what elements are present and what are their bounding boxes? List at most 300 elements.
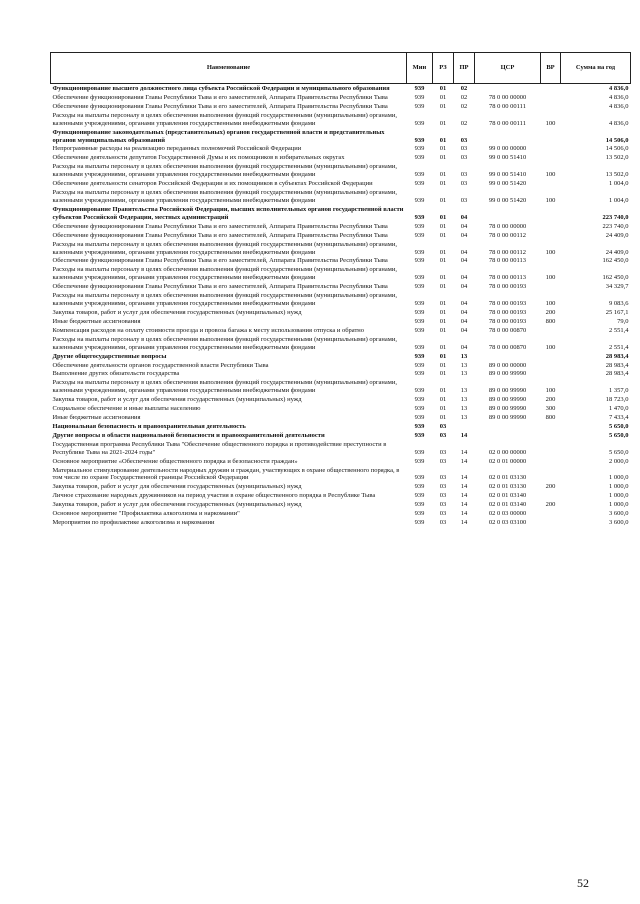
cell-min: 939: [414, 326, 425, 334]
cell-csr: 78 0 00 00113: [488, 274, 527, 282]
cell-vr: [541, 179, 561, 188]
cell-csr: 89 0 00 99990: [488, 414, 527, 422]
cell-pr: 03: [460, 171, 468, 179]
cell-vr: [541, 369, 561, 378]
cell-rz: 01: [439, 119, 447, 127]
cell-min: 939: [414, 474, 425, 482]
cell-pr: 14: [460, 474, 468, 482]
cell-sum: 4 836,0: [609, 102, 629, 110]
cell-pr: 03: [460, 145, 468, 153]
cell-rz: 03: [439, 422, 447, 430]
cell-rz: 01: [439, 102, 447, 110]
cell-min: 939: [414, 361, 425, 369]
cell-pr: 13: [460, 405, 468, 413]
cell-sum: 4 836,0: [609, 85, 629, 92]
table-row: [51, 335, 631, 352]
cell-name: Национальная безопасность и правоохранительная деятельность: [52, 422, 246, 430]
cell-csr: 78 0 00 00193: [488, 308, 527, 316]
cell-csr: 78 0 00 00870: [488, 343, 527, 351]
cell-pr: 14: [460, 492, 468, 500]
cell-name: Обеспечение деятельности сенаторов Российской Федерации и их помощников в субъектах Российской Федерации: [52, 180, 373, 188]
cell-csr: 99 0 00 51410: [488, 171, 527, 179]
cell-pr: 04: [460, 308, 468, 316]
cell-rz: 01: [439, 248, 447, 256]
cell-sum: 28 983,4: [605, 370, 629, 378]
cell-csr: 78 0 00 00000: [488, 93, 527, 101]
cell-rz: 03: [439, 448, 447, 456]
table-row: [51, 369, 631, 378]
cell-sum: 25 167,1: [605, 308, 629, 316]
cell-sum: 2 000,0: [609, 457, 629, 465]
cell-min: 939: [414, 248, 425, 256]
cell-pr: 13: [460, 361, 468, 369]
cell-name: Иные бюджетные ассигнования: [52, 414, 141, 422]
cell-name: Функционирование высшего должностного лица субъекта Российской Федерации и муниципального образования: [52, 85, 390, 92]
cell-pr: 04: [460, 257, 468, 265]
cell-pr: 13: [460, 396, 468, 404]
cell-csr: 89 0 00 99990: [488, 396, 527, 404]
cell-vr: [541, 326, 561, 335]
table-row: [51, 378, 631, 395]
header-pr: ПР: [454, 53, 475, 84]
cell-csr: 78 0 00 00193: [488, 300, 527, 308]
cell-sum: 162 450,0: [602, 274, 629, 282]
cell-name: Обеспечение функционирования Главы Республики Тыва и его заместителей, Аппарата Правительства Республики Тыва: [52, 93, 388, 101]
cell-pr: 04: [460, 300, 468, 308]
cell-vr: 100: [545, 387, 556, 395]
cell-csr: 89 0 00 99990: [488, 387, 527, 395]
cell-vr: 800: [545, 317, 556, 325]
cell-vr: [541, 466, 561, 483]
cell-sum: 2 551,4: [609, 343, 629, 351]
header-vr: ВР: [541, 53, 561, 84]
cell-min: 939: [414, 93, 425, 101]
cell-pr: 04: [460, 317, 468, 325]
cell-sum: 1 357,0: [609, 387, 629, 395]
cell-pr: 04: [460, 248, 468, 256]
cell-min: 939: [414, 448, 425, 456]
table-row: [51, 179, 631, 188]
cell-min: 939: [414, 501, 425, 509]
cell-min: 939: [414, 102, 425, 110]
cell-vr: 200: [545, 308, 556, 316]
table-row: [51, 326, 631, 335]
cell-min: 939: [414, 213, 425, 221]
cell-name: Закупка товаров, работ и услуг для обеспечения государственных (муниципальных) нужд: [52, 396, 302, 404]
cell-vr: [541, 144, 561, 153]
cell-pr: 04: [460, 222, 468, 230]
cell-sum: 1 004,0: [609, 180, 629, 188]
cell-name: Расходы на выплаты персоналу в целях обеспечения выполнения функций государственными (муниципальными) органами, казенными учреждениями, органами управления государственными внебюджетными фондами: [52, 266, 398, 282]
cell-sum: 7 433,4: [609, 414, 629, 422]
cell-pr: 14: [460, 431, 468, 439]
table-row: [51, 440, 631, 457]
cell-name: Обеспечение функционирования Главы Республики Тыва и его заместителей, Аппарата Правительства Республики Тыва: [52, 257, 388, 265]
cell-sum: 1 470,0: [609, 405, 629, 413]
cell-sum: 28 983,4: [605, 361, 629, 369]
cell-rz: 01: [439, 300, 447, 308]
cell-csr: [475, 205, 541, 222]
cell-csr: 78 0 00 00870: [488, 326, 527, 334]
cell-sum: 13 502,0: [605, 171, 629, 179]
cell-pr: 03: [460, 136, 468, 144]
cell-name: Мероприятия по профилактике алкоголизма и наркомании: [52, 519, 215, 527]
cell-min: 939: [414, 414, 425, 422]
table-row: [51, 491, 631, 500]
cell-rz: 01: [439, 274, 447, 282]
cell-rz: 03: [439, 519, 447, 527]
table-row: [51, 231, 631, 240]
cell-csr: [475, 422, 541, 431]
cell-pr: 04: [460, 231, 468, 239]
cell-min: 939: [414, 308, 425, 316]
cell-rz: 01: [439, 326, 447, 334]
cell-rz: 01: [439, 196, 447, 204]
cell-name: Иные бюджетные ассигнования: [52, 317, 141, 325]
cell-rz: 01: [439, 317, 447, 325]
cell-min: 939: [414, 231, 425, 239]
cell-sum: 5 650,0: [609, 448, 629, 456]
table-row: [51, 153, 631, 162]
cell-csr: 02 0 01 03140: [488, 492, 527, 500]
cell-pr: 14: [460, 519, 468, 527]
cell-min: 939: [414, 396, 425, 404]
cell-sum: 1 000,0: [609, 483, 629, 491]
cell-min: 939: [414, 145, 425, 153]
cell-min: 939: [414, 85, 425, 92]
cell-csr: 99 0 00 51420: [488, 196, 527, 204]
cell-csr: 02 0 01 03130: [488, 474, 527, 482]
table-row: [51, 188, 631, 205]
cell-min: 939: [414, 405, 425, 413]
cell-min: 939: [414, 431, 425, 439]
cell-min: 939: [414, 352, 425, 360]
cell-rz: 01: [439, 93, 447, 101]
cell-vr: 100: [545, 196, 556, 204]
cell-min: 939: [414, 136, 425, 144]
cell-pr: 14: [460, 448, 468, 456]
cell-pr: [454, 422, 475, 431]
table-row: [51, 102, 631, 111]
cell-vr: [541, 457, 561, 466]
table-row: [51, 84, 631, 93]
table-row: [51, 395, 631, 404]
table-row: [51, 205, 631, 222]
cell-csr: 02 0 01 03140: [488, 501, 527, 509]
cell-rz: 01: [439, 145, 447, 153]
cell-vr: [541, 509, 561, 518]
cell-csr: 78 0 00 00111: [489, 119, 526, 127]
cell-sum: 1 000,0: [609, 501, 629, 509]
cell-vr: 200: [545, 483, 556, 491]
cell-sum: 3 600,0: [609, 510, 629, 518]
cell-vr: [541, 422, 561, 431]
cell-name: Функционирование Правительства Российской Федерации, высших исполнительных органов государственной власти субъектов Российской Федерации, местных администраций: [52, 205, 404, 221]
cell-vr: [541, 128, 561, 145]
table-row: [51, 482, 631, 491]
cell-vr: [541, 102, 561, 111]
cell-rz: 01: [439, 171, 447, 179]
cell-name: Закупка товаров, работ и услуг для обеспечения государственных (муниципальных) нужд: [52, 308, 302, 316]
cell-sum: 18 723,0: [605, 396, 629, 404]
table-row: [51, 291, 631, 308]
cell-min: 939: [414, 222, 425, 230]
cell-rz: 01: [439, 231, 447, 239]
cell-pr: 03: [460, 154, 468, 162]
table-row: [51, 509, 631, 518]
cell-vr: 200: [545, 396, 556, 404]
cell-rz: 01: [439, 343, 447, 351]
cell-vr: 100: [545, 343, 556, 351]
cell-min: 939: [414, 300, 425, 308]
cell-name: Основное мероприятие "Профилактика алкоголизма и наркомании": [52, 510, 240, 518]
table-row: [51, 431, 631, 440]
cell-csr: 78 0 00 00193: [488, 317, 527, 325]
cell-pr: 02: [460, 93, 468, 101]
cell-rz: 03: [439, 483, 447, 491]
cell-csr: 89 0 00 99990: [488, 405, 527, 413]
cell-min: 939: [414, 196, 425, 204]
cell-rz: 01: [439, 283, 447, 291]
cell-rz: 01: [439, 85, 447, 92]
cell-rz: 01: [439, 405, 447, 413]
cell-sum: 28 983,4: [605, 352, 629, 360]
cell-vr: [541, 282, 561, 291]
cell-csr: [475, 128, 541, 145]
table-row: [51, 308, 631, 317]
cell-vr: 200: [545, 501, 556, 509]
cell-min: 939: [414, 283, 425, 291]
cell-csr: 02 0 00 00000: [488, 448, 527, 456]
cell-sum: 5 650,0: [609, 431, 629, 439]
cell-name: Расходы на выплаты персоналу в целях обеспечения выполнения функций государственными (муниципальными) органами, казенными учреждениями, органами управления государственными внебюджетными фондами: [52, 292, 398, 308]
cell-min: 939: [414, 343, 425, 351]
cell-vr: 300: [545, 405, 556, 413]
cell-vr: [541, 222, 561, 231]
cell-sum: 4 836,0: [609, 119, 629, 127]
cell-vr: [541, 518, 561, 527]
cell-rz: 01: [439, 180, 447, 188]
cell-csr: 78 0 00 00111: [489, 102, 526, 110]
cell-sum: 3 600,0: [609, 519, 629, 527]
cell-name: Расходы на выплаты персоналу в целях обеспечения выполнения функций государственными (муниципальными) органами, казенными учреждениями, органами управления государственными внебюджетными фондами: [52, 335, 398, 351]
table-row: [51, 457, 631, 466]
cell-csr: 02 0 01 00000: [488, 457, 527, 465]
table-row: [51, 518, 631, 527]
cell-min: 939: [414, 457, 425, 465]
cell-pr: 04: [460, 274, 468, 282]
cell-min: 939: [414, 519, 425, 527]
cell-name: Функционирование законодательных (представительных) органов государственной власти и представительных органов муниципальных образований: [52, 128, 385, 144]
cell-name: Государственная программа Республики Тыва "Обеспечение общественного порядка и противодействие преступности в Республике Тыва на 2021-2024 годы": [52, 440, 387, 456]
cell-csr: 78 0 00 00193: [488, 283, 527, 291]
cell-name: Обеспечение функционирования Главы Республики Тыва и его заместителей, Аппарата Правительства Республики Тыва: [52, 222, 388, 230]
table-row: [51, 422, 631, 431]
cell-csr: 02 0 03 03100: [488, 519, 527, 527]
cell-sum: 9 083,6: [609, 300, 629, 308]
cell-rz: 01: [439, 414, 447, 422]
table-row: [51, 128, 631, 145]
cell-name: Выполнение других обязательств государства: [52, 370, 180, 378]
cell-min: 939: [414, 370, 425, 378]
cell-name: Обеспечение функционирования Главы Республики Тыва и его заместителей, Аппарата Правительства Республики Тыва: [52, 231, 388, 239]
header-name: Наименование: [51, 53, 407, 84]
cell-vr: [541, 231, 561, 240]
cell-name: Закупка товаров, работ и услуг для обеспечения государственных (муниципальных) нужд: [52, 501, 302, 509]
cell-min: 939: [414, 483, 425, 491]
cell-name: Расходы на выплаты персоналу в целях обеспечения выполнения функций государственными (муниципальными) органами, казенными учреждениями, органами управления государственными внебюджетными фондами: [52, 240, 398, 256]
cell-sum: 4 836,0: [609, 93, 629, 101]
page-number: 52: [577, 876, 589, 890]
cell-rz: 03: [439, 492, 447, 500]
cell-min: 939: [414, 274, 425, 282]
cell-csr: [475, 431, 541, 440]
cell-csr: 78 0 00 00112: [488, 248, 527, 256]
cell-pr: 02: [460, 119, 468, 127]
cell-rz: 01: [439, 361, 447, 369]
cell-sum: 24 409,0: [605, 231, 629, 239]
cell-rz: 01: [439, 308, 447, 316]
cell-vr: 100: [545, 119, 556, 127]
cell-rz: 01: [439, 154, 447, 162]
table-row: [51, 111, 631, 128]
table-row: [51, 93, 631, 102]
cell-min: 939: [414, 154, 425, 162]
cell-sum: 1 004,0: [609, 196, 629, 204]
cell-vr: [541, 361, 561, 370]
table-row: [51, 317, 631, 326]
table-row: [51, 466, 631, 483]
cell-min: 939: [414, 180, 425, 188]
table-header-row: [51, 53, 631, 84]
cell-name: Компенсация расходов на оплату стоимости проезда и провоза багажа к месту использования отпуска и обратно: [52, 326, 365, 334]
header-min: Мин: [407, 53, 433, 84]
cell-vr: [541, 84, 561, 93]
header-csr: ЦСР: [475, 53, 541, 84]
cell-pr: 14: [460, 457, 468, 465]
cell-sum: 162 450,0: [602, 257, 629, 265]
cell-sum: 13 502,0: [605, 154, 629, 162]
cell-sum: 2 551,4: [609, 326, 629, 334]
header-rz: РЗ: [433, 53, 454, 84]
cell-min: 939: [414, 119, 425, 127]
cell-rz: 03: [439, 510, 447, 518]
table-row: [51, 144, 631, 153]
cell-name: Закупка товаров, работ и услуг для обеспечения государственных (муниципальных) нужд: [52, 483, 302, 491]
cell-name: Обеспечение деятельности органов государственной власти Республики Тыва: [52, 361, 269, 369]
cell-pr: 03: [460, 196, 468, 204]
cell-rz: 03: [439, 501, 447, 509]
cell-pr: 14: [460, 501, 468, 509]
cell-name: Обеспечение функционирования Главы Республики Тыва и его заместителей, Аппарата Правительства Республики Тыва: [52, 102, 388, 110]
cell-sum: 79,0: [617, 317, 629, 325]
cell-pr: 13: [460, 370, 468, 378]
cell-pr: 13: [460, 352, 468, 360]
cell-rz: 03: [439, 474, 447, 482]
table-row: [51, 404, 631, 413]
cell-pr: 04: [460, 343, 468, 351]
cell-vr: 800: [545, 414, 556, 422]
cell-vr: [541, 352, 561, 361]
cell-csr: 78 0 00 00112: [488, 231, 527, 239]
cell-vr: 100: [545, 300, 556, 308]
table-row: [51, 240, 631, 257]
table-row: [51, 361, 631, 370]
cell-rz: 01: [439, 387, 447, 395]
table-row: [51, 222, 631, 231]
budget-table: [50, 52, 631, 527]
cell-pr: 14: [460, 510, 468, 518]
cell-name: Расходы на выплаты персоналу в целях обеспечения выполнения функций государственными (муниципальными) органами, казенными учреждениями, органами управления государственными внебюджетными фондами: [52, 111, 398, 127]
cell-vr: 100: [545, 274, 556, 282]
table-row: [51, 162, 631, 179]
cell-name: Расходы на выплаты персоналу в целях обеспечения выполнения функций государственными (муниципальными) органами, казенными учреждениями, органами управления государственными внебюджетными фондами: [52, 189, 398, 204]
cell-csr: 78 0 00 00113: [488, 257, 527, 265]
table-row: [51, 352, 631, 361]
cell-vr: [541, 256, 561, 265]
cell-name: Обеспечение функционирования Главы Республики Тыва и его заместителей, Аппарата Правительства Республики Тыва: [52, 283, 388, 291]
cell-sum: 14 506,0: [605, 145, 629, 153]
cell-name: Расходы на выплаты персоналу в целях обеспечения выполнения функций государственными (муниципальными) органами, казенными учреждениями, органами управления государственными внебюджетными фондами: [52, 163, 398, 179]
cell-rz: 03: [439, 457, 447, 465]
cell-sum: 1 000,0: [609, 474, 629, 482]
cell-pr: 14: [460, 483, 468, 491]
cell-csr: 99 0 00 00000: [488, 145, 527, 153]
cell-name: Расходы на выплаты персоналу в целях обеспечения выполнения функций государственными (муниципальными) органами, казенными учреждениями, органами управления государственными внебюджетными фондами: [52, 379, 398, 395]
cell-name: Обеспечение деятельности депутатов Государственной Думы и их помощников в избирательных округах: [52, 154, 345, 162]
cell-min: 939: [414, 257, 425, 265]
table-row: [51, 256, 631, 265]
cell-sum: 24 409,0: [605, 248, 629, 256]
cell-pr: 13: [460, 414, 468, 422]
cell-min: 939: [414, 387, 425, 395]
cell-sum: 223 740,0: [602, 213, 629, 221]
cell-sum: 14 506,0: [605, 136, 629, 144]
cell-pr: 02: [460, 85, 468, 92]
cell-vr: [541, 431, 561, 440]
cell-vr: 100: [545, 248, 556, 256]
cell-name: Непрограммные расходы на реализацию переданных полномочий Российской Федерации: [52, 145, 302, 153]
cell-rz: 01: [439, 352, 447, 360]
cell-vr: [541, 93, 561, 102]
cell-name: Основное мероприятие «Обеспечение общественного порядка и безопасности граждан»: [52, 457, 298, 465]
cell-name: Социальное обеспечение и иные выплаты населению: [52, 405, 201, 413]
cell-min: 939: [414, 171, 425, 179]
cell-name: Другие вопросы в области национальной безопасности и правоохранительной деятельности: [52, 431, 325, 439]
table-row: [51, 265, 631, 282]
cell-rz: 01: [439, 222, 447, 230]
table-row: [51, 282, 631, 291]
cell-pr: 02: [460, 102, 468, 110]
cell-sum: 1 000,0: [609, 492, 629, 500]
cell-vr: [541, 440, 561, 457]
cell-rz: 01: [439, 370, 447, 378]
cell-csr: 78 0 00 00000: [488, 222, 527, 230]
cell-pr: 04: [460, 213, 468, 221]
cell-csr: 02 0 01 03130: [488, 483, 527, 491]
cell-pr: 04: [460, 326, 468, 334]
cell-name: Другие общегосударственные вопросы: [52, 352, 167, 360]
cell-sum: 223 740,0: [602, 222, 629, 230]
cell-rz: 01: [439, 396, 447, 404]
cell-rz: 01: [439, 213, 447, 221]
cell-min: 939: [414, 317, 425, 325]
header-sum: Сумма на год: [561, 53, 631, 84]
table-row: [51, 413, 631, 422]
cell-min: 939: [414, 422, 425, 430]
cell-sum: 34 329,7: [605, 283, 629, 291]
cell-vr: [541, 153, 561, 162]
